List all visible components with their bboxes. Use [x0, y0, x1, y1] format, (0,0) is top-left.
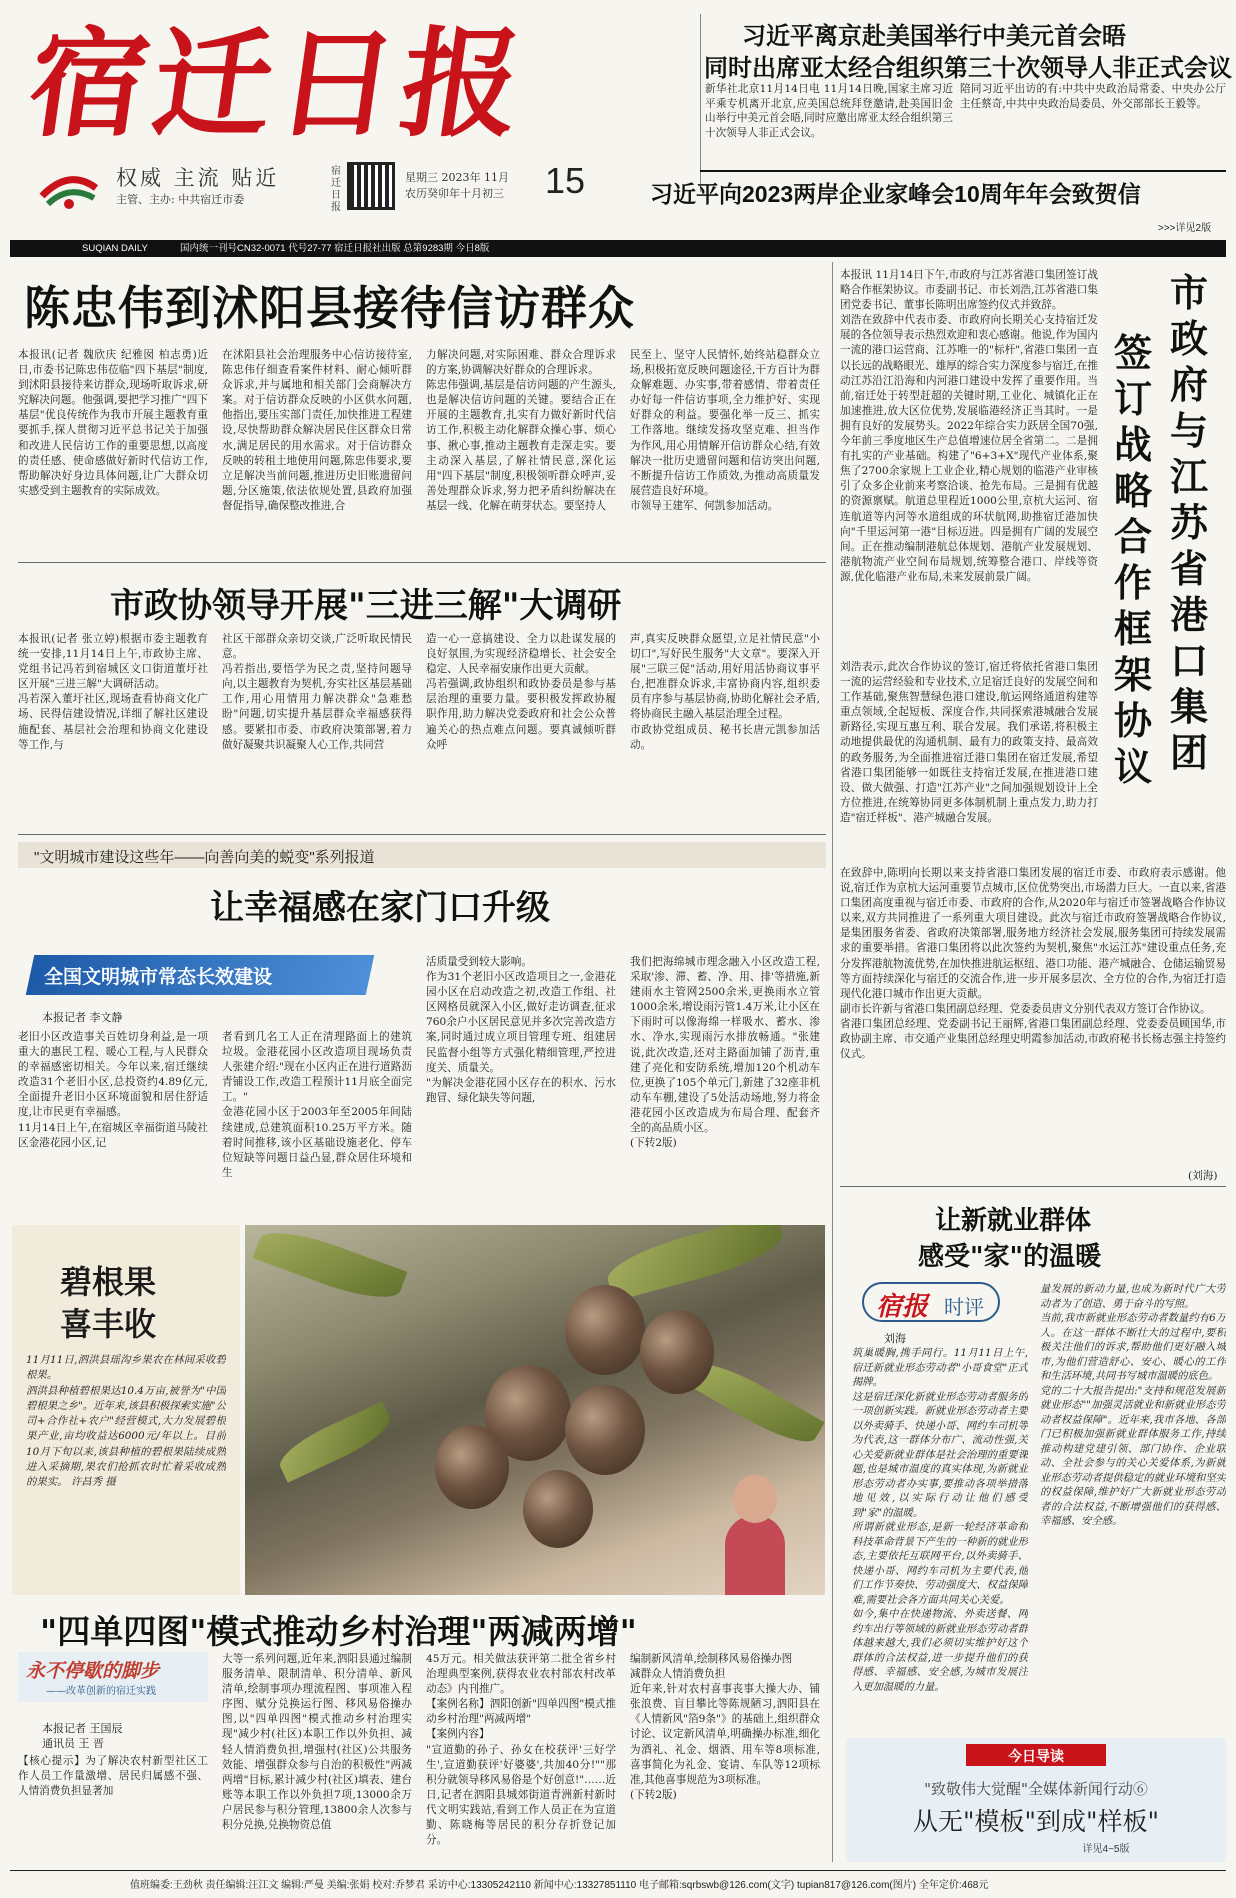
- top-headline-2[interactable]: 同时出席亚太经合组织第三十次领导人非正式会议: [704, 55, 1232, 82]
- info-bar: [10, 240, 1226, 257]
- qr-code[interactable]: [347, 162, 395, 210]
- article-gangkou-title-char: 江: [1170, 454, 1209, 499]
- article-gangkou-title-char: 团: [1170, 730, 1209, 775]
- issue-date: [405, 170, 509, 202]
- commentary-logo: [862, 1282, 1000, 1322]
- article-sidan-title[interactable]: "四单四图"模式推动乡村治理"两减两增": [40, 1612, 637, 1651]
- article-xinfang-col1: 本报讯(记者 魏欣庆 纪雅囡 柏志勇)近日,市委书记陈忠伟莅临"四下基层"制度,到沭阳县接待来访群众,现场听取诉求,研究解决问题。他强调,要把学习推广"四下基层"优良传统作为我市开展主题教育重要抓手,探人贯彻习近平总书记关于加强和改进人民信访工作的重要思想,以高度的责任感、使命感做好新时代信访工作,帮助解决好身边具体问题,让广大群众切实感受到主题教育的实际成效。: [18, 349, 208, 497]
- series-bar: [18, 842, 826, 868]
- series-title: "文明城市建设这些年——向善向美的蜕变"系列报道: [34, 849, 375, 866]
- series-logo-box: [18, 1652, 208, 1702]
- slogan: 权威 主流 贴近: [116, 166, 280, 190]
- article-gangkou-title-char: 框: [1114, 606, 1153, 651]
- article-gangkou-title[interactable]: [1108, 270, 1226, 850]
- qr-label: 宿迁日报: [331, 166, 341, 213]
- article-gangkou-title-char: 市: [1170, 270, 1209, 315]
- photo-caption-text: 11月11日,泗洪县瑶沟乡果农在林间采收碧根果。 泗洪县种植碧根果达10.4万亩,被誉为"中国碧根果之乡"。近年来,该县积极探索实施"公司+合作社+农户"经营模式,大力发展碧根果产业,亩均收益达6000元/年以上。目前10月下旬以来,该县种植的碧根果陆续成熟进入采摘期,果农们抢抓农时忙着采收成熟的果实。 许昌秀 摄: [26, 1354, 226, 1489]
- article-xingfu-title[interactable]: 让幸福感在家门口升级: [210, 888, 550, 928]
- article-zhengxie-col2: 社区干部群众亲切交谈,广泛听取民情民意。 冯若指出,要悟学为民之责,坚持问题导向,以主题教育为契机,夯实社区基层基础工作,用心用情用力解决群众"急难愁盼"问题,切实提升基层群众幸福感获得感。要紧扣市委、市政府决策部署,着力做好凝聚共识凝聚人心工作,共同营: [222, 633, 412, 751]
- top-headline-3-ref[interactable]: >>>详见2版: [1158, 223, 1212, 234]
- article-sidan-col4: 编制新风清单,绘制移风易俗操办图 减群众人情消费负担 近年来,针对农村喜事丧事大操大办、铺张浪费、盲目攀比等陈规陋习,泗阳县在《人情新风"箔9条"》的基础上,组织群众讨论、议定新风清单,明确操办标准,细化为酒礼、礼金、烟酒、用车等8项标准,喜事简化为礼金、宴请、车队等12项标准,其他喜事规范为3项标准。 (下转2版): [630, 1653, 820, 1801]
- emblem-icon: [36, 166, 102, 212]
- article-sidan-byline-2: 通讯员 王 晋: [42, 1737, 104, 1750]
- commentary-author: 刘海: [884, 1332, 906, 1345]
- article-gangkou-title-char: 架: [1114, 652, 1153, 697]
- article-xingfu-byline: 本报记者 李文静: [42, 1011, 123, 1024]
- sponsor: 主管、主办: 中共宿迁市委: [116, 193, 245, 206]
- article-gangkou-title-char: 府: [1170, 362, 1209, 407]
- masthead-logo: [20, 14, 550, 164]
- today-guide-label: 今日导读: [1008, 1748, 1064, 1764]
- today-guide-line1: "致敬伟大觉醒"全媒体新闻行动⑥: [924, 1780, 1148, 1798]
- article-gangkou-title-char: 港: [1170, 592, 1209, 637]
- top-news-body-left: 新华社北京11月14日电 11月14日晚,国家主席习近平乘专机离开北京,应美国总统拜登邀请,赴美国旧金山举行中美元首会晤,同时应邀出席亚太经合组织第三十次领导人非正式会议。: [705, 83, 953, 139]
- article-sidan-col3: 45万元。相关做法获评第二批全省乡村治理典型案例,获得农业农村部农村改革动态》内刊推广。 【案例名称】泗阳创新"四单四图"模式推动乡村治理"两减两增" 【案例内容】 "宣道勤的孙子、孙女在校获评'三好学生',宣道勤获评'好婆婆',共加40分!""那积分就领导移风易俗是个好创意!"……近日,记者在泗阳县城郊街道青洲新村新时代文明实践站,看到工作人员正在为宣道勤、陈晓梅等居民的积分存折登记加分。: [426, 1653, 616, 1847]
- commentary-logo-main: 宿报: [876, 1292, 929, 1322]
- article-xinfang-col4: 民至上、坚守人民情怀,始终站稳群众立场,积极拓宽反映问题途径,干方百计为群众解难题、办实事,带着感情、带着责任办好每一件信访事项,全力维护好、实现好群众的利益。要强化举一反三、抓实工作落地。继续发扬攻坚克难、担当作为作风,用心用情解开信访群众心结,有效解决一批历史遗留问题和信访突出问题,不断提升信访工作质效,为推动高质量发展营造良好环境。 市领导王建军、何凯参加活动。: [630, 349, 820, 512]
- article-gangkou-col-top: 本报讯 11月14日下午,市政府与江苏省港口集团签订战略合作框架协议。市委副书记、市长刘浩,江苏省港口集团党委书记、董事长陈明出席签约仪式并致辞。 刘浩在致辞中代表市委、市政府向长期关心支持宿迁发展的各位领导表示热烈欢迎和衷心感谢。他说,作为国内一流的港口运营商、江苏唯一的"标杆",省港口集团一直以长远的战略眼光、雄厚的综合实力深度参与宿迁,在推动江苏沿江沿海和内河港口建设中发挥了重要作用。当前,宿迁处于转型赶超的关键时期,工业化、城镇化正在加速推进,放大区位优势,发展临港经济正当其时。一是拥有良好的发展势头。2022年综合实力跃居全国70强,今年前三季度地区生产总值增速位居全省第二。二是拥有扎实的产业基础。构建了"6+3+X"现代产业体系,聚焦了2700余家规上工业企业,精心规划的临港产业审核引了众多企业前来考察洽谈、抢先布局。三是拥有优越的资源禀赋。航道总里程近1000公里,京杭大运河、宿连航道等内河等水道组成的环状航网,助推宿迁港加快向"千里运河第一港"目标迈进。四是拥有广阔的发展空间。正在推动编制港航总体规划、港航产业发展规划、港航物流产业空间布局规划,统筹整合港口、岸线等资源,优化临港产业布局,未来发展前景广阔。: [840, 269, 1098, 583]
- article-gangkou-title-char: 苏: [1170, 500, 1209, 545]
- article-sidan-col1: 【核心提示】为了解决农村新型社区工作人员工作量激增、居民归属感不强、人情消费负担显著加: [18, 1755, 208, 1798]
- article-sidan-col2: 大等一系列问题,近年来,泗阳县通过编制服务清单、限制清单、积分清单、新风清单,绘制事项办理流程图、事项准入程序图、赋分兑换运行图、移风易俗操办图,以"四单四图"模式推动乡村治理实现"减少村(社区)本职工作以外负担、减轻人情消费负担,增强村(社区)公共服务效能、增强群众参与自治的积极性"两减两增"目标,累计减少村(社区)填表、建台账等本职工作以外负担7项,13000余万户居民参与积分管理,13800余人次参与积分兑换,兑换物资总值: [222, 1653, 412, 1832]
- photo-caption-box: [12, 1225, 240, 1595]
- article-xinfang-col2: 在沭阳县社会治理服务中心信访接待室,陈忠伟仔细查看案件材料、耐心倾听群众诉求,并与属地和相关部门会商解决方案。对于信访群众反映的小区供水问题,他指出,要压实部门责任,加快推进工程建设,尽快帮助群众解决居民住区群众日常水,满足居民的用水需求。对于信访群众反映的转租土地使用问题,陈忠伟要求,要立足解决当前问题,推进历史旧账遗留问题,分区施策,依法依规处置,县政府加强督促指导,确保整改推进,合: [222, 349, 412, 512]
- photo-caption-title-1: 碧根果: [60, 1263, 157, 1301]
- article-gangkou-title-char: 签: [1114, 330, 1153, 375]
- top-news-body-right: 陪同习近平出访的有:中共中央政治局常委、中央办公厅主任蔡奇,中共中央政治局委员、外交部部长王毅等。: [960, 83, 1226, 110]
- today-guide-line2[interactable]: 从无"模板"到成"样板": [913, 1807, 1159, 1836]
- newspaper-title: 宿迁日报: [20, 14, 536, 153]
- footer-credits: 值班编委:王劲秋 责任编辑:汪江文 编辑:严曼 美编:张娟 校对:乔梦君 采访中心:13305242110 新闻中心:13327851110 电子邮箱:sqrbswb@126.com(文字) tupian817@126.com(图片) 全年定价:468元: [130, 1880, 989, 1891]
- today-guide-ref[interactable]: 详见4~5版: [1082, 1844, 1130, 1855]
- article-gangkou-title-char: 订: [1114, 376, 1153, 421]
- commentary-col2: 量发展的新动力量,也成为新时代广大劳动者为了创造、勇于奋斗的写照。 当前,我市新就业形态劳动者数量约有6万人。在这一群体不断壮大的过程中,要积极关注他们的诉求,帮助他们更好融入城市,为他们营造舒心、安心、暖心的工作和生活环境,共同书写城市温暖的底色。 党的二十大报告提出:"支持和规范发展新就业形态""加强灵活就业和新就业形态劳动者权益保障"。近年来,我市各地、各部门已积极加强新就业群体服务工作,持续推动构建党建引领、部门协作、企业联动、全社会参与的关心关爱体系,为新就业形态劳动者提供稳定的就业环境和坚实的权益保障,维护好广大新就业形态劳动者的合法权益,不断增强他们的获得感、幸福感、安全感。: [1040, 1283, 1226, 1527]
- article-gangkou-title-char: 与: [1170, 408, 1209, 453]
- article-gangkou-title-char: 作: [1114, 560, 1153, 605]
- article-zhengxie-col4: 声,真实反映群众愿望,立足社情民意"小切口",写好民生服务"大文章"。要深入开展"三联三促"活动,用好用活协商议事平台,把准群众诉求,丰富协商内容,组织委员有序参与基层协商,协助化解社会矛盾,将协商民主融入基层治理全过程。 市政协党组成员、秘书长唐元凯参加活动。: [630, 633, 820, 751]
- photo-caption-title-2: 喜丰收: [60, 1305, 157, 1343]
- pecan-photo: [245, 1225, 825, 1595]
- commentary-col1: 筑巢暖胸,携手同行。11月11日上午,宿迁新就业形态劳动者"小哥食堂"正式揭牌。 这是宿迁深化新就业形态劳动者服务的一项创新实践。新就业形态劳动者主要以外卖骑手、快递小哥、网约车司机等为代表,这一群体分布广、流动性强,关心关爱新就业群体是社会治理的重要课题,也是城市温度的真实体现,为新就业形态劳动者办实事,要推动各项举措落地见效,以实际行动让他们感受到"家"的温暖。 所谓新就业形态,是新一轮经济革命和科技革命背景下产生的一种新的就业形态,主要依托互联网平台,以外卖骑手、快递小哥、网约车司机为主要代表,他们工作节奏快、劳动强度大、权益保障难,需要社会各方面共同关心关爱。 如今,集中在快递物流、外卖送餐、网约车出行等领域的新就业形态劳动者群体越来越大,我们必须切实维护好这个群体的合法权益,进一步提升他们的获得感、幸福感、安全感,为城市发展注入更加温暖的力量。: [852, 1347, 1028, 1693]
- article-xinfang-col3: 力解决问题,对实际困难、群众合理诉求的方案,协调解决好群众的合理诉求。 陈忠伟强调,基层是信访问题的产生源头,也是解决信访问题的关键。要结合正在开展的主题教育,扎实有力做好新时代信访工作,积极主动化解群众操心事、烦心事、揪心事,推动主题教育走深走实。要主动深入基层,了解社情民意,深化运用"四下基层"制度,积极领听群众呼声,妥善处理群众诉求,努力把矛盾纠纷解决在基层一线、化解在萌芽状态。要坚持人: [426, 349, 616, 512]
- date-lunar: 农历癸卯年十月初三: [405, 187, 504, 200]
- article-xingfu-col1: 老旧小区改造事关百姓切身利益,是一项重大的惠民工程、暖心工程,与人民群众的幸福感密切相关。今年以来,宿迁继续改造31个老旧小区,总投资约4.89亿元,全面提升老旧小区环境面貌和居住舒适度,让市民更有幸福感。 11月14日上午,在宿城区幸福街道马陵社区金港花园小区,记: [18, 1031, 208, 1149]
- info-bar-text: 国内统一刊号CN32-0071 代号27-77 宿迁日报社出版 总第9283期 今日8版: [180, 243, 490, 254]
- article-gangkou-title-char: 协: [1114, 698, 1153, 743]
- commentary-title-1[interactable]: 让新就业群体: [935, 1206, 1092, 1236]
- article-xingfu-col2: 者看到几名工人正在清理路面上的建筑垃圾。金港花园小区改造项目现场负责人张建介绍:"现在小区内正在进行道路沥青铺设工作,改造工程预计11月底全面完工。" 金港花园小区于2003年至2005年间陆续建成,总建筑面积10.25万平方米。随着时间推移,该小区基础设施老化、停车位短缺等问题日益凸显,群众居住环境和生: [222, 1031, 412, 1179]
- article-zhengxie-col3: 造一心一意搞建设、全力以赴谋发展的良好氛围,为实现经济稳增长、社会安全稳定、人民幸福安康作出更大贡献。 冯若强调,政协组织和政协委员是参与基层治理的重要力量。要积极发挥政协履职作用,助力解决党委政府和社会公众普遍关心的热点难点问题。要真诚倾听群众呼: [426, 633, 616, 751]
- top-headline-1[interactable]: 习近平离京赴美国举行中美元首会晤: [742, 23, 1126, 50]
- top-headline-3[interactable]: 习近平向2023两岸企业家峰会10周年年会致贺信: [650, 181, 1141, 207]
- article-xinfang-title[interactable]: 陈忠伟到沭阳县接待信访群众: [24, 282, 635, 334]
- article-zhengxie-title[interactable]: 市政协领导开展"三进三解"大调研: [110, 586, 622, 626]
- commentary-logo-sub: 时评: [944, 1297, 984, 1319]
- article-gangkou-title-char: 略: [1114, 468, 1153, 513]
- article-gangkou-col-bottom: 在致辞中,陈明向长期以来支持省港口集团发展的宿迁市委、市政府表示感谢。他说,宿迁作为京杭大运河重要节点城市,区位优势突出,市场潜力巨大。一直以来,省港口集团高度重视与宿迁市委、市政府的合作,从2020年与宿迁市签署战略合作协议以来,双方共同推进了一系列重大项目建设。此次与宿迁市政府签署战略合作协议,是集团服务省委、省政府决策部署,服务地方经济社会发展,服务集团可持续发展需求的重要举措。省港口集团将以此次签约为契机,聚焦"水运江苏"建设重点任务,充分发挥港航物流优势,在加快推进航运枢纽、港口功能、港产城融合、仓储运输贸易等方面持续深化与宿迁的交流合作,进一步开展多层次、全方位的合作,为宿迁打造现代化港口城市作出更大贡献。 副市长许新与省港口集团副总经理、党委委员唐文分别代表双方签订合作协议。 省港口集团总经理、党委副书记王丽辉,省港口集团副总经理、党委委员顾国华,市政协副主席、市交通产业集团总经理史明霞参加活动,市政府秘书长杨志强主持签约仪式。: [840, 867, 1226, 1061]
- article-gangkou-title-char: 省: [1170, 546, 1209, 591]
- article-xingfu-col4: 我们把海绵城市理念融入小区改造工程,采取'渗、滞、蓄、净、用、排'等措施,新建雨水主管网2500余米,更换雨水立管1000余米,增设雨污管1.4万米,让小区在下雨时可以像海绵一样吸水、蓄水、渗水、净水,实现雨污水排放畅通。"张建说,此次改造,还对主路面加铺了沥青,重建了亮化和安防系统,增加120个机动车位,更换了105个单元门,新建了32座非机动车车棚,建设了5处活动场地,努力将金港花园小区改造成为布局合理、配套齐全的高品质小区。 (下转2版): [630, 956, 820, 1150]
- series-logo: 永不停歇的脚步: [26, 1660, 160, 1682]
- article-gangkou-col-mid: 刘浩表示,此次合作协议的签订,宿迁将依托省港口集团一流的运营经验和专业技术,立足宿迁良好的发展空间和工作基础,聚焦智慧绿色港口建设,航运网络通道构建等重点领域,全起短板、深度合作,共同探索港城融合发展新路径,实现互惠互利、联合发展。我们承诺,将积极主动地提供最优的沟通机制、最有力的政策支持、最高效的政务服务,为全面推进宿迁港口集团在宿迁发展,希望省港口集团能够一如既往支持宿迁发展,在推进港口建设、做大做强、打造"江苏产业"之间加强规划设计上全方位推进,在统筹协同更多体制机制上重点发力,助力打造"宿迁样板"、港产城融合发展。: [840, 661, 1098, 824]
- series-logo-sub: ——改革创新的宿迁实践: [46, 1686, 156, 1697]
- article-xingfu-col3: 活质量受到较大影响。 作为31个老旧小区改造项目之一,金港花园小区在启动改造之初,改造工作组、社区网格员就深入小区,做好走访调查,征求760余户小区居民意见并多次完善改造方案,同时通过成立项目管理专班、组建居民监督小组等方式强化精细管理,严控进度关、质量关。 "为解决金港花园小区存在的积水、污水跑冒、绿化缺失等问题,: [426, 956, 616, 1104]
- article-zhengxie-col1: 本报讯(记者 张立婷)根据市委主题教育统一安排,11月14日上午,市政协主席、党组书记冯若到宿城区文口街道董圩社区开展"三进三解"大调研活动。 冯若深入董圩社区,现场查看协商文化广场、民得信建设情况,详细了解社区建设施配套、基层社会治理和协商文化建设等工作,与: [18, 633, 208, 751]
- info-bar-en: SUQIAN DAILY: [82, 243, 148, 254]
- article-gangkou-title-char: 集: [1170, 684, 1209, 729]
- badge-text: 全国文明城市常态长效建设: [44, 967, 273, 988]
- article-gangkou-title-char: 政: [1170, 316, 1209, 361]
- date-day: 15: [545, 160, 586, 201]
- article-gangkou-title-char: 合: [1114, 514, 1153, 559]
- article-gangkou-title-char: 议: [1114, 744, 1153, 789]
- commentary-title-2[interactable]: 感受"家"的温暖: [918, 1242, 1102, 1272]
- today-guide-box[interactable]: [846, 1738, 1226, 1862]
- article-sidan-byline-1: 本报记者 王国辰: [42, 1722, 123, 1735]
- article-gangkou-title-char: 战: [1114, 422, 1153, 467]
- article-gangkou-author: (刘海): [1188, 1170, 1218, 1182]
- date-gregorian: 星期三 2023年 11月: [405, 171, 509, 184]
- article-gangkou-title-char: 口: [1170, 638, 1209, 683]
